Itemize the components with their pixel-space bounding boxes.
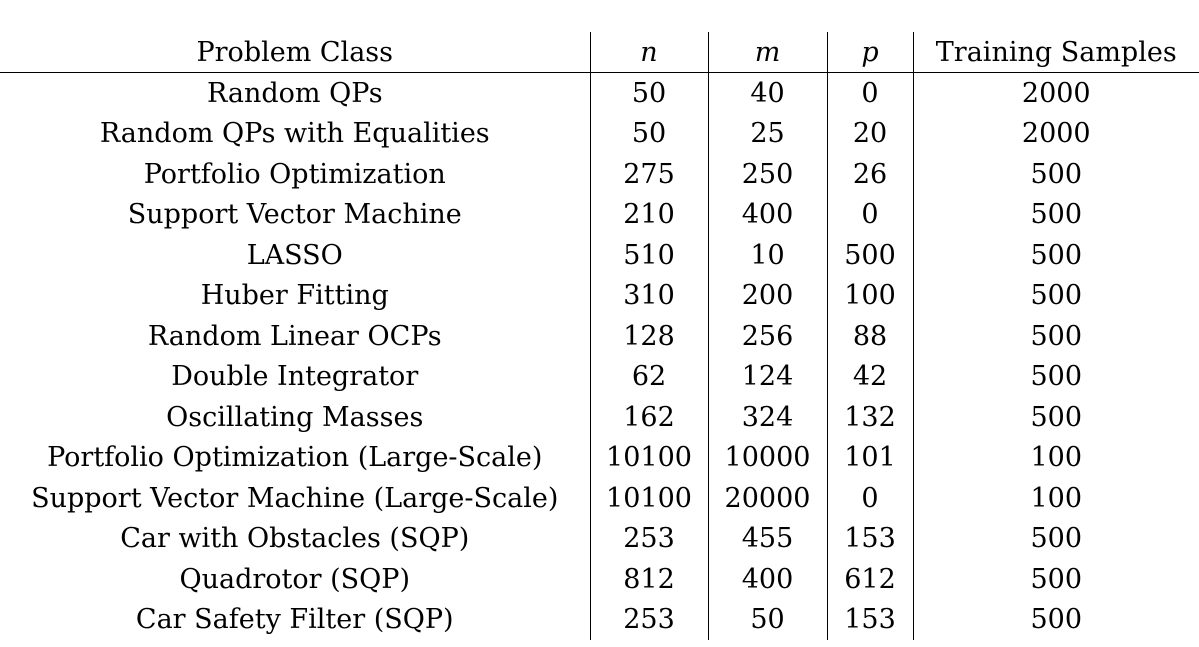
cell-n: 275 [590,154,708,195]
cell-training-samples: 500 [913,559,1199,600]
cell-m: 256 [708,316,827,357]
cell-m: 25 [708,114,827,155]
cell-problem-class: Portfolio Optimization (Large-Scale) [47,442,543,474]
cell-problem-class: Random Linear OCPs [147,320,442,352]
cell-m: 124 [708,357,827,398]
cell-n: 253 [590,600,708,641]
cell-training-samples: 2000 [913,73,1199,114]
cell-training-samples: 500 [913,195,1199,236]
cell-m: 20000 [708,478,827,519]
cell-p: 26 [827,154,913,195]
cell-training-samples: 2000 [913,114,1199,155]
cell-p: 100 [827,276,913,317]
table-row [0,276,1199,317]
cell-m: 10 [708,235,827,276]
problem-class-table [0,32,1199,640]
cell-problem-class: Huber Fitting [200,280,389,312]
cell-m: 40 [708,73,827,114]
table-row [0,357,1199,398]
header-training-samples: Training Samples [913,32,1199,73]
cell-m: 50 [708,600,827,641]
header-n: n [590,32,708,73]
table-row [0,559,1199,600]
cell-problem-class: Car with Obstacles (SQP) [120,523,470,555]
cell-n: 510 [590,235,708,276]
header-problem-class: Problem Class [0,32,590,73]
table-row [0,235,1199,276]
header-m: m [708,32,827,73]
cell-p: 500 [827,235,913,276]
cell-p: 88 [827,316,913,357]
cell-n: 812 [590,559,708,600]
cell-m: 324 [708,397,827,438]
cell-n: 10100 [590,478,708,519]
cell-problem-class: Random QPs with Equalities [99,118,490,150]
cell-n: 62 [590,357,708,398]
cell-p: 20 [827,114,913,155]
table-row [0,73,1199,114]
cell-m: 400 [708,195,827,236]
table-row [0,195,1199,236]
table-header [0,32,1199,73]
cell-training-samples: 100 [913,438,1199,479]
table-row [0,316,1199,357]
cell-m: 250 [708,154,827,195]
cell-problem-class: Double Integrator [171,361,419,393]
cell-m: 400 [708,559,827,600]
cell-problem-class: Support Vector Machine [127,199,462,231]
cell-m: 455 [708,519,827,560]
cell-p: 153 [827,519,913,560]
table-row [0,114,1199,155]
cell-n: 128 [590,316,708,357]
cell-n: 50 [590,73,708,114]
header-row [0,32,1199,73]
cell-problem-class: Random QPs [206,77,383,109]
cell-n: 162 [590,397,708,438]
cell-m: 200 [708,276,827,317]
cell-problem-class: Quadrotor (SQP) [179,563,411,595]
table-row [0,519,1199,560]
cell-training-samples: 500 [913,600,1199,641]
cell-n: 253 [590,519,708,560]
table-row [0,154,1199,195]
cell-training-samples: 500 [913,235,1199,276]
cell-training-samples: 500 [913,154,1199,195]
cell-problem-class: LASSO [246,239,343,271]
cell-m: 10000 [708,438,827,479]
table-row [0,397,1199,438]
table-row [0,438,1199,479]
cell-n: 50 [590,114,708,155]
cell-problem-class: Support Vector Machine (Large-Scale) [31,482,559,514]
cell-p: 132 [827,397,913,438]
cell-problem-class: Car Safety Filter (SQP) [135,604,454,636]
table-row [0,478,1199,519]
cell-training-samples: 500 [913,397,1199,438]
cell-p: 0 [827,195,913,236]
cell-n: 10100 [590,438,708,479]
cell-p: 0 [827,73,913,114]
cell-training-samples: 500 [913,276,1199,317]
cell-training-samples: 500 [913,519,1199,560]
cell-p: 612 [827,559,913,600]
cell-training-samples: 500 [913,316,1199,357]
cell-n: 210 [590,195,708,236]
cell-p: 153 [827,600,913,641]
cell-n: 310 [590,276,708,317]
cell-p: 0 [827,478,913,519]
cell-problem-class: Oscillating Masses [166,401,424,433]
table-body [0,73,1199,641]
cell-problem-class: Portfolio Optimization [143,158,446,190]
cell-p: 42 [827,357,913,398]
cell-p: 101 [827,438,913,479]
problem-class-table-container [0,32,1199,640]
cell-training-samples: 100 [913,478,1199,519]
table-row [0,600,1199,641]
cell-training-samples: 500 [913,357,1199,398]
header-p: p [827,32,913,73]
